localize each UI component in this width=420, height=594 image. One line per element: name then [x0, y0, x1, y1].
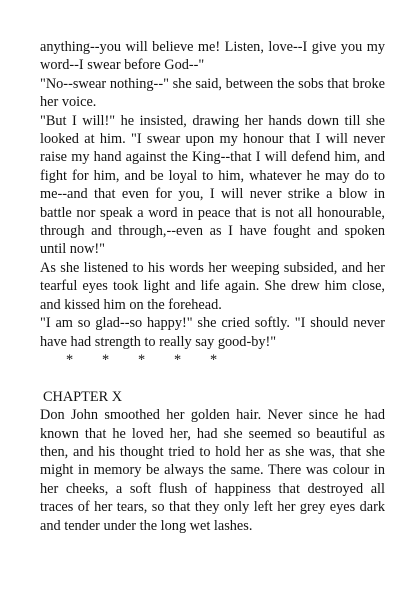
paragraph-weeping-subsided: As she listened to his words her weeping subsided, and her tearful eyes took light and life again. She drew him close, and kissed him on the forehead.: [40, 259, 385, 313]
separator-star: *: [102, 351, 110, 368]
blank-line: [40, 369, 385, 387]
separator-star: *: [174, 351, 182, 368]
paragraph-oath-opening: anything--you will believe me! Listen, love--I give you my word--I swear before God--": [40, 39, 385, 74]
paragraph-swear-nothing: "No--swear nothing--" she said, between the sobs that broke her voice.: [40, 75, 385, 111]
paragraph-chapter-opening: Don John smoothed her golden hair. Never since he had known that he loved her, had she seemed so beautiful as then, and his thought tried to hold her as she was, that she might in memory be always the same. There was colour in her cheeks, a soft flush of happiness that destroyed all traces of her tears, so that they only left her grey eyes dark and tender under the long wet lashes.: [40, 407, 385, 534]
separator-star: *: [210, 351, 218, 368]
paragraph-so-glad: "I am so glad--so happy!" she cried softly. "I should never have had strength to really say good-by!": [40, 315, 385, 350]
separator-star: *: [138, 351, 146, 368]
book-page: [40, 38, 385, 535]
paragraph-oath: "But I will!" he insisted, drawing her hands down till she looked at him. "I swear upon my honour that I will never raise my hand against the King--that I will defend him, and fight for him, and be loyal to him, whatever he may do to me--and that even for you, I will never strike a blow in battle nor speak a word in peace that is not all honourable, through and through,--even as I have fought and spoken until now!": [40, 112, 385, 258]
chapter-heading: CHAPTER X: [43, 388, 123, 405]
separator-star: *: [66, 351, 74, 368]
section-separator: [40, 351, 385, 369]
